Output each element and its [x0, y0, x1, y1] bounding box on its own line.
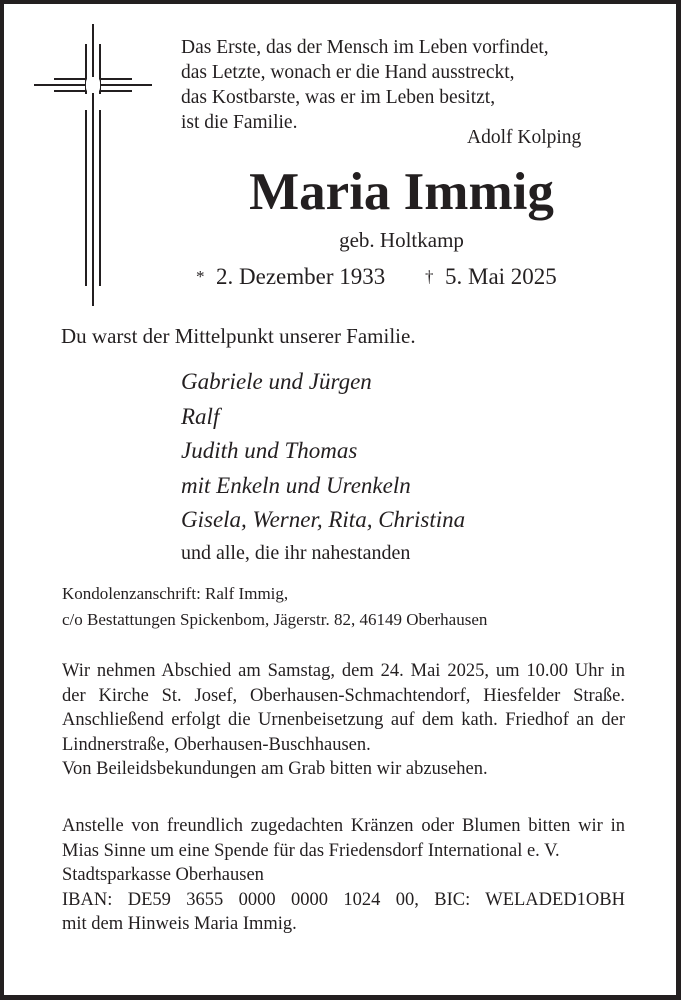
quote [181, 35, 549, 135]
donation-text: Anstelle von freundlich zugedachten Kränzen oder Blumen bitten wir in Mias Sinne um eine Spende für das Friedensdorf International e. V. [62, 816, 625, 861]
mourner: Ralf [181, 403, 220, 429]
bank-name: Stadtsparkasse Oberhausen [62, 865, 264, 885]
quote-line: ist die Familie. [181, 112, 298, 133]
ceremony-note: Von Beileidsbekundungen am Grab bitten wir abzusehen. [62, 759, 488, 779]
mourner: Gabriele und Jürgen [181, 369, 372, 394]
quote-author: Adolf Kolping [467, 127, 582, 148]
birth-star-icon: * [196, 267, 205, 286]
deceased-name: Maria Immig [249, 163, 554, 221]
quote-line: das Letzte, wonach er die Hand ausstreckt, [181, 62, 515, 83]
ceremony-info [62, 659, 625, 782]
mourners-list [181, 365, 465, 538]
birth-date: 2. Dezember 1933 [216, 264, 386, 289]
life-dates [196, 262, 557, 292]
maiden-name: geb. Holtkamp [339, 228, 464, 252]
mourner: mit Enkeln und Urenkeln [181, 472, 411, 498]
iban-line: IBAN: DE59 3655 0000 0000 1024 00, BIC: WELADED1OBH [62, 889, 625, 910]
donation-info [62, 814, 625, 937]
condolence-line: Kondolenzanschrift: Ralf Immig, [62, 584, 289, 603]
death-date: 5. Mai 2025 [445, 264, 557, 289]
donation-reference: mit dem Hinweis Maria Immig. [62, 914, 297, 934]
quote-line: das Kostbarste, was er im Leben besitzt, [181, 87, 496, 108]
mourner: Judith und Thomas [181, 438, 358, 463]
ceremony-text: Wir nehmen Abschied am Samstag, dem 24. Mai 2025, um 10.00 Uhr in der Kirche St. Josef, Oberhausen-Schmachtendorf, Hiesfelder Straße. Anschließend erfolgt die Urnenbeisetzung auf dem kath. Friedhof an der Lindnerstraße, Oberhausen-Buschhausen. [62, 661, 625, 755]
cross-icon [32, 24, 156, 308]
mourners-others: und alle, die ihr nahestanden [181, 542, 411, 564]
mourner: Gisela, Werner, Rita, Christina [181, 507, 466, 532]
quote-line: Das Erste, das der Mensch im Leben vorfindet, [181, 37, 549, 58]
motto: Du warst der Mittelpunkt unserer Familie. [61, 324, 416, 348]
condolence-address [62, 581, 487, 633]
condolence-line: c/o Bestattungen Spickenbom, Jägerstr. 82, 46149 Oberhausen [62, 610, 488, 629]
obituary-notice [4, 4, 676, 995]
death-dagger-icon: † [425, 267, 434, 286]
